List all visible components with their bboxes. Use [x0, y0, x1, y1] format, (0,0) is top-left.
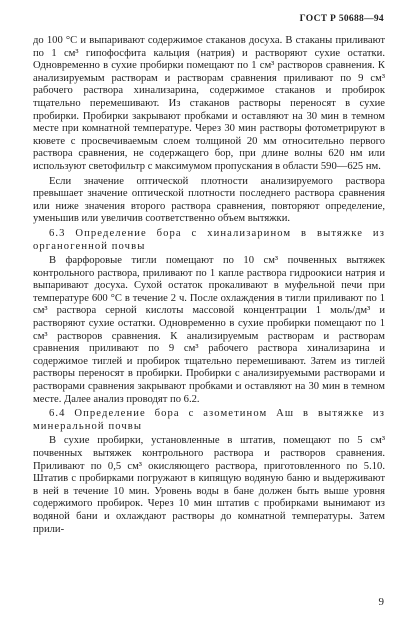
- standard-header: ГОСТ Р 50688—94: [299, 14, 384, 24]
- section-heading-6-3: 6.3 Определение бора с хинализарином в вытяжке из органогенной почвы: [33, 227, 385, 252]
- page-number: 9: [378, 596, 384, 608]
- paragraph-6-3-procedure: В фарфоровые тигли помещают по 10 см³ почвенных вытяжек контрольного раствора, приливают по 1 капле раствора гидроокиси натрия и выпаривают досуха. Сухой остаток прокаливают в муфельной печи при температуре 600 °С в течение 2 ч. После охлаждения в тигли приливают по 1 см³ раствора серной кислоты массовой концентрации 1 моль/дм³ и растворяют сухие остатки. Одновременно в сухие пробирки помещают по 1 см³ растворов сравнения. К анализируемым растворам и растворам сравнения приливают по 9 см³ рабочего раствора хинализарина и содержимое тиглей и пробирок тщательно перемешивают. Затем из тиглей растворы переносят в пробирки. Пробирки с анализируемыми растворами и растворами сравнения закрывают пробками и оставляют на 30 мин в темном месте. Далее анализ проводят по 6.2.: [33, 255, 385, 405]
- document-body: [33, 35, 385, 536]
- paragraph-continuation: до 100 °С и выпаривают содержимое стаканов досуха. В стаканы приливают по 1 см³ гипофосфита кальция (натрия) и растворяют сухие остатки. Одновременно в сухие пробирки помещают по 1 см³ растворов сравнения. К анализируемым растворам и растворам сравнения приливают по 9 см³ рабочего раствора хинализарина, содержимое стаканов и пробирок тщательно перемешивают. Из стаканов растворы переносят в сухие пробирки. Пробирки закрывают пробками и оставляют на 30 мин в темном месте при комнатной температуре. Через 30 мин растворы фотометрируют в кювете с просвечиваемым слоем толщиной 20 мм относительно первого раствора сравнения, не содержащего бор, при длине волны 620 нм или используют светофильтр с максимумом пропускания в области 590—625 нм.: [33, 35, 385, 172]
- paragraph-optical-density: Если значение оптической плотности анализируемого раствора превышает значение оптической плотности последнего раствора сравнения или ниже значения второго раствора сравнения, повторяют определение, уменьшив или увеличив соответственно объем вытяжки.: [33, 175, 385, 225]
- paragraph-6-4-procedure: В сухие пробирки, установленные в штатив, помещают по 5 см³ почвенных вытяжек контрольного раствора и растворов сравнения. Приливают по 0,5 см³ окисляющего раствора, приготовленного по 5.10. Штатив с пробирками погружают в кипящую водяную баню и выдерживают в ней в течение 10 мин. Уровень воды в бане должен быть выше уровня содержимого пробирок. Через 10 мин штатив с пробирками вынимают из водяной бани и охлаждают растворы до комнатной температуры. Затем прили-: [33, 435, 385, 535]
- section-heading-6-4: 6.4 Определение бора с азометином Аш в вытяжке из минеральной почвы: [33, 408, 385, 432]
